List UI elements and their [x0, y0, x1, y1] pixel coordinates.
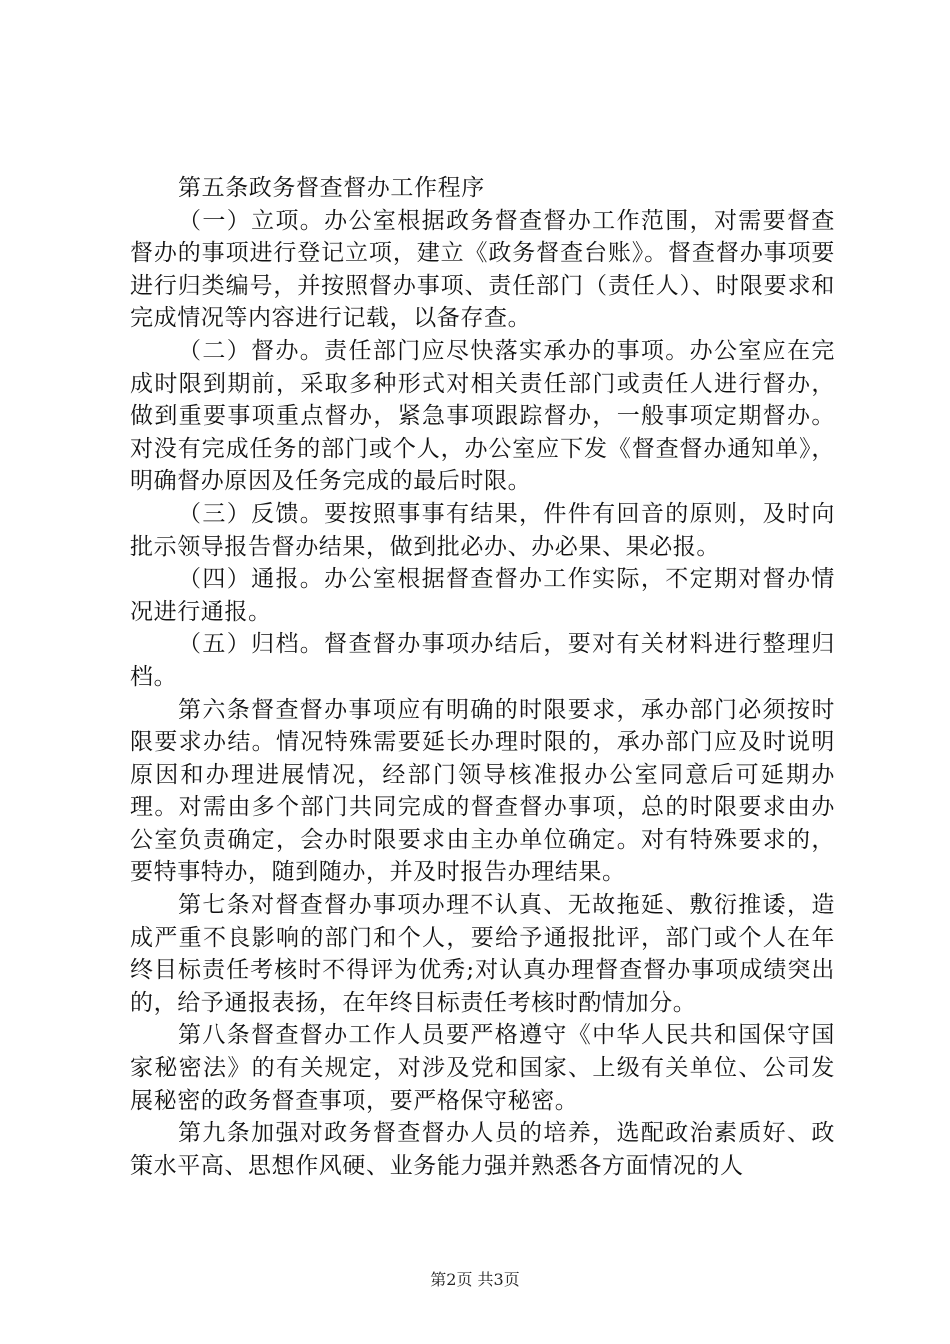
paragraph-article-9: 第九条加强对政务督查督办人员的培养，选配政治素质好、政策水平高、思想作风硬、业务能力强并熟悉各方面情况的人: [130, 1120, 835, 1179]
paragraph-item-4-notification: （四）通报。办公室根据督查督办工作实际，不定期对督办情况进行通报。: [130, 566, 835, 625]
paragraph-item-3-feedback: （三）反馈。要按照事事有结果，件件有回音的原则，及时向批示领导报告督办结果，做到批必办、办必果、果必报。: [130, 500, 835, 560]
paragraph-item-2-supervision: （二）督办。责任部门应尽快落实承办的事项。办公室应在完成时限到期前，采取多种形式对相关责任部门或责任人进行督办，做到重要事项重点督办，紧急事项跟踪督办，一般事项定期督办。对没有完成任务的部门或个人，办公室应下发《督查督办通知单》，明确督办原因及任务完成的最后时限。: [130, 337, 835, 495]
paragraph-article-7: 第七条对督查督办事项办理不认真、无故拖延、敷衍推诿，造成严重不良影响的部门和个人，要给予通报批评，部门或个人在年终目标责任考核时不得评为优秀;对认真办理督查督办事项成绩突出的，给予通报表扬，在年终目标责任考核时酌情加分。: [130, 892, 835, 1016]
page-number-footer: 第2页 共3页: [430, 1270, 520, 1289]
paragraph-item-1-project-setup: （一）立项。办公室根据政务督查督办工作范围，对需要督查督办的事项进行登记立项，建立《政务督查台账》。督查督办事项要进行归类编号，并按照督办事项、责任部门（责任人）、时限要求和完成情况等内容进行记载，以备存查。: [130, 207, 835, 332]
document-body: [130, 172, 835, 1182]
paragraph-article-6: 第六条督查督办事项应有明确的时限要求，承办部门必须按时限要求办结。情况特殊需要延长办理时限的，承办部门应及时说明原因和办理进展情况，经部门领导核准报办公室同意后可延期办理。对需由多个部门共同完成的督查督办事项，总的时限要求由办公室负责确定，会办时限要求由主办单位确定。对有特殊要求的，要特事特办，随到随办，并及时报告办理结果。: [130, 696, 835, 886]
paragraph-article-8: 第八条督查督办工作人员要严格遵守《中华人民共和国保守国家秘密法》的有关规定，对涉及党和国家、上级有关单位、公司发展秘密的政务督查事项，要严格保守秘密。: [130, 1022, 835, 1114]
paragraph-article-5-title: 第五条政务督查督办工作程序: [178, 175, 485, 201]
paragraph-item-5-archiving: （五）归档。督查督办事项办结后，要对有关材料进行整理归档。: [130, 631, 835, 690]
